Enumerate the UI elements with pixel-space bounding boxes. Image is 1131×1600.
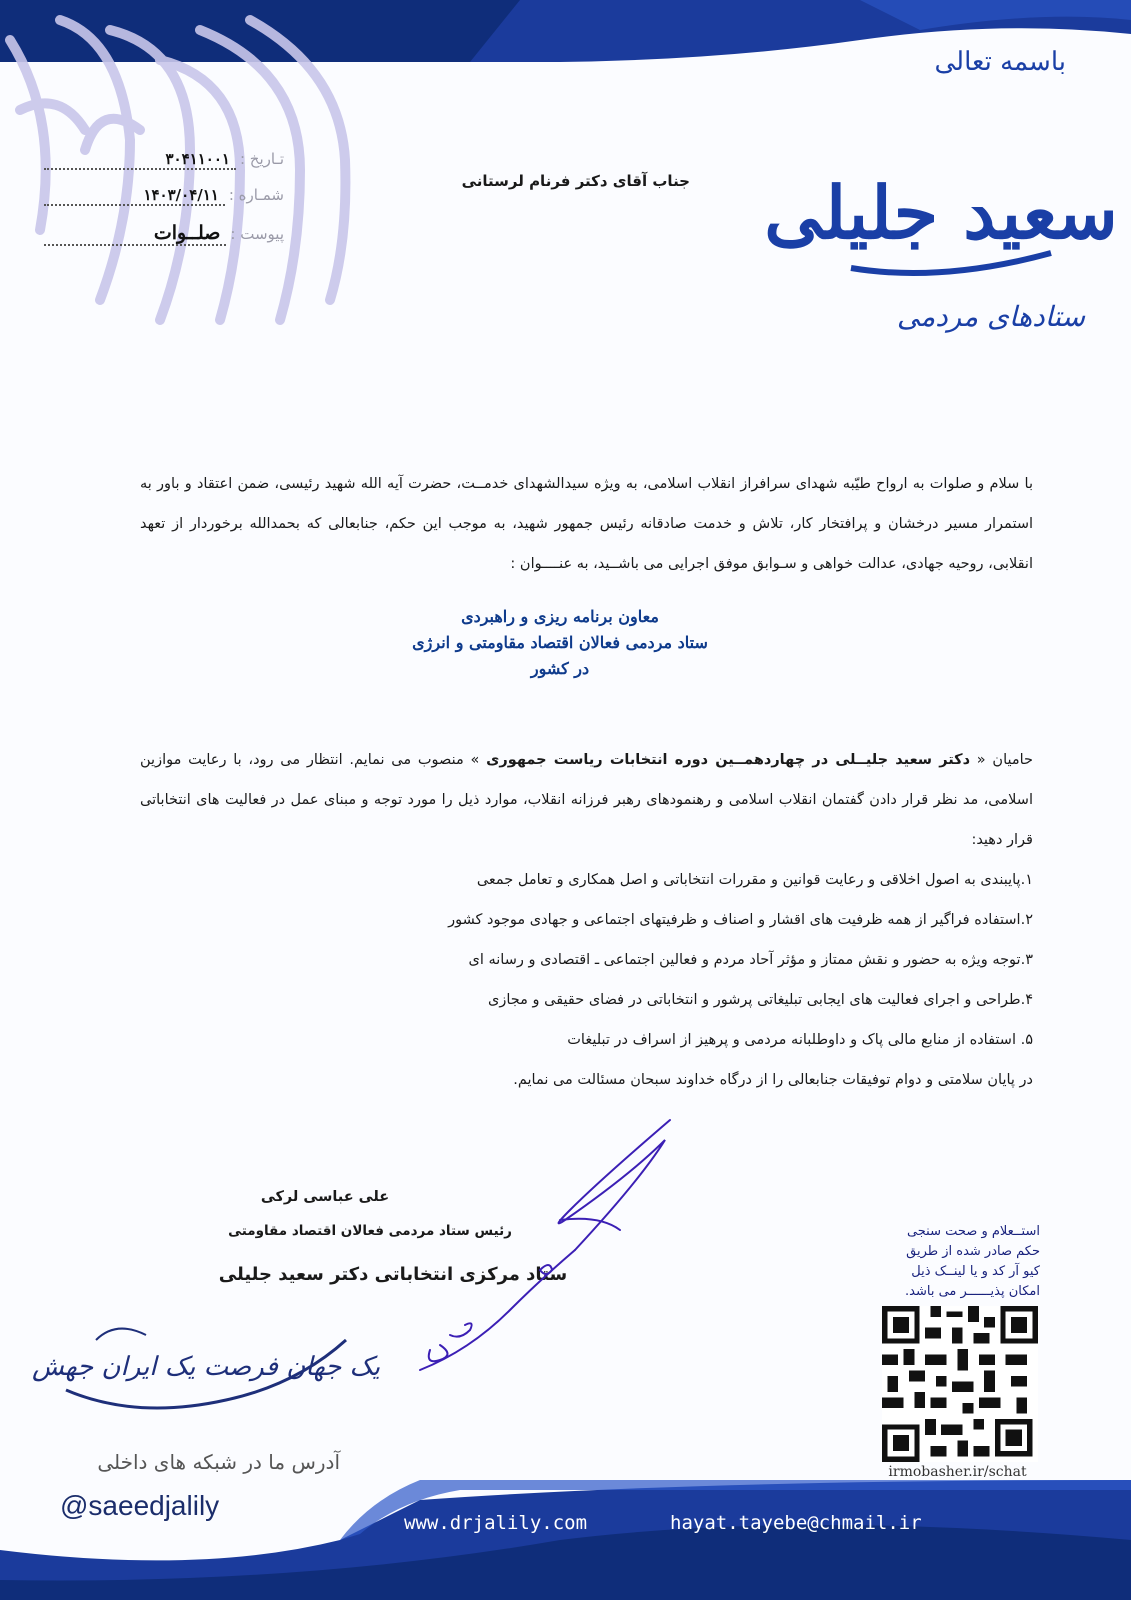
website-link[interactable]: www.drjalily.com xyxy=(404,1512,588,1534)
verification-url[interactable]: irmobasher.ir/schat xyxy=(888,1464,1027,1480)
number-label: شمـاره : xyxy=(228,186,284,204)
list-item: ۴.طراحی و اجرای فعالیت های ایجابی تبلیغاتی پرشور و انتخاباتی در فضای حقیقی و مجازی xyxy=(488,992,1033,1008)
title-line-1: معاون برنامه ریزی و راهبردی xyxy=(461,607,659,626)
opening-paragraph: با سلام و صلوات به ارواح طیّبه شهدای سرافراز انقلاب اسلامی، به ویژه سیدالشهدای خدمــت، حضرت آیه الله شهید رئیسی، ضمن اعتقاد و باور به استمرار مسیر درخشان و پرافتخار کار، تلاش و خدمت صادقانه رئیس جمهور شهید، به موجب این حکم، جنابعالی که بحمدالله برخوردار از تعهد انقلابی، روحیه جهادی، عدالت خواهی و سـوابق موفق اجرایی می باشــید، به عنــــوان : xyxy=(140,476,1033,572)
title-line-2: ستاد مردمی فعالان اقتصاد مقاومتی و انرژی xyxy=(412,633,708,652)
number-row xyxy=(44,186,284,222)
verify-line-4: امکان پذیــــــر می باشد. xyxy=(905,1284,1040,1299)
attachment-row xyxy=(44,222,284,258)
logo-subtitle: ستادهای مردمی xyxy=(896,300,1086,333)
attachment-label: پیوست : xyxy=(230,225,284,243)
verify-line-3: کیو آر کد و یا لینــک ذیل xyxy=(911,1264,1040,1279)
verify-line-1: استــعلام و صحت سنجی xyxy=(906,1224,1040,1239)
signer-hq: ستاد مرکزی انتخاباتی دکتر سعید جلیلی xyxy=(218,1264,568,1285)
paragraph2-post: » منصوب می نمایم. انتظار می رود، با رعایت موازین اسلامی، مد نظر قرار دادن گفتمان انقلاب اسلامی و رهنمودهای رهبر فرزانه انقلاب، موارد ذیل را مورد توجه و مبنای عمل در فعالیت های انتخاباتی قرار دهید: xyxy=(140,752,1033,848)
letter-meta xyxy=(44,150,284,258)
signer-name: علی عباسی لرکی xyxy=(260,1189,390,1205)
list-item: ۲.استفاده فراگیر از همه ظرفیت های اقشار و اصناف و ظرفیتهای اجتماعی و جهادی موجود کشور xyxy=(448,912,1033,928)
date-label: تـاریخ : xyxy=(239,150,284,168)
logo-name: سعید جلیلی xyxy=(764,170,1118,255)
campaign-logo xyxy=(764,18,1118,348)
list-item: ۵. استفاده از منابع مالی پاک و داوطلبانه مردمی و پرهیز از اسراف در تبلیغات xyxy=(567,1032,1033,1048)
paragraph2-bold: دکتر سعید جلیــلی در چهاردهمــین دوره انتخابات ریاست جمهوری xyxy=(486,752,971,768)
appointment-title xyxy=(330,604,790,682)
list-item: ۱.پایبندی به اصول اخلاقی و رعایت قوانین و مقررات انتخاباتی و اصل همکاری و تعامل جمعی xyxy=(476,872,1033,888)
date-row xyxy=(44,150,284,186)
title-line-3: در کشور xyxy=(530,659,590,678)
verification-note xyxy=(870,1222,1040,1302)
address-label: آدرس ما در شبکه های داخلی xyxy=(97,1450,340,1474)
verify-line-2: حکم صادر شده از طریق xyxy=(906,1244,1040,1259)
signer-role: رئیس ستاد مردمی فعالان اقتصاد مقاومتی xyxy=(228,1223,512,1239)
closing-sentence: در پایان سلامتی و دوام توفیقات جنابعالی را از درگاه خداوند سبحان مسئالت می نمایم. xyxy=(513,1072,1033,1088)
date-value: ۳۰۴۱۱۰۰۱ xyxy=(44,150,236,170)
paragraph2-pre: حامیان « xyxy=(970,752,1034,768)
list-item: ۳.توجه ویژه به حضور و نقش ممتاز و مؤثر آحاد مردم و فعالین اجتماعی ـ اقتصادی و رسانه ای xyxy=(468,952,1033,968)
directives-list xyxy=(140,860,1033,1060)
footer-band xyxy=(0,1480,1131,1600)
qr-code[interactable] xyxy=(882,1306,1038,1462)
recipient: جناب آقای دکتر فرنام لرستانی xyxy=(461,172,690,190)
basmala: باسمه تعالی xyxy=(934,47,1066,77)
slogan-text: یک جهان فرصت یک ایران جهش xyxy=(31,1352,381,1382)
signature-block xyxy=(200,1180,580,1302)
appointment-paragraph xyxy=(140,740,1033,860)
slogan-calligraphy xyxy=(31,1300,381,1430)
attachment-value: صلــوات xyxy=(44,222,226,246)
email-link[interactable]: hayat.tayebe@chmail.ir xyxy=(670,1512,922,1534)
social-handle[interactable]: @saeedjalily xyxy=(60,1490,220,1521)
number-value: ۱۴۰۳/۰۴/۱۱ xyxy=(44,186,225,206)
